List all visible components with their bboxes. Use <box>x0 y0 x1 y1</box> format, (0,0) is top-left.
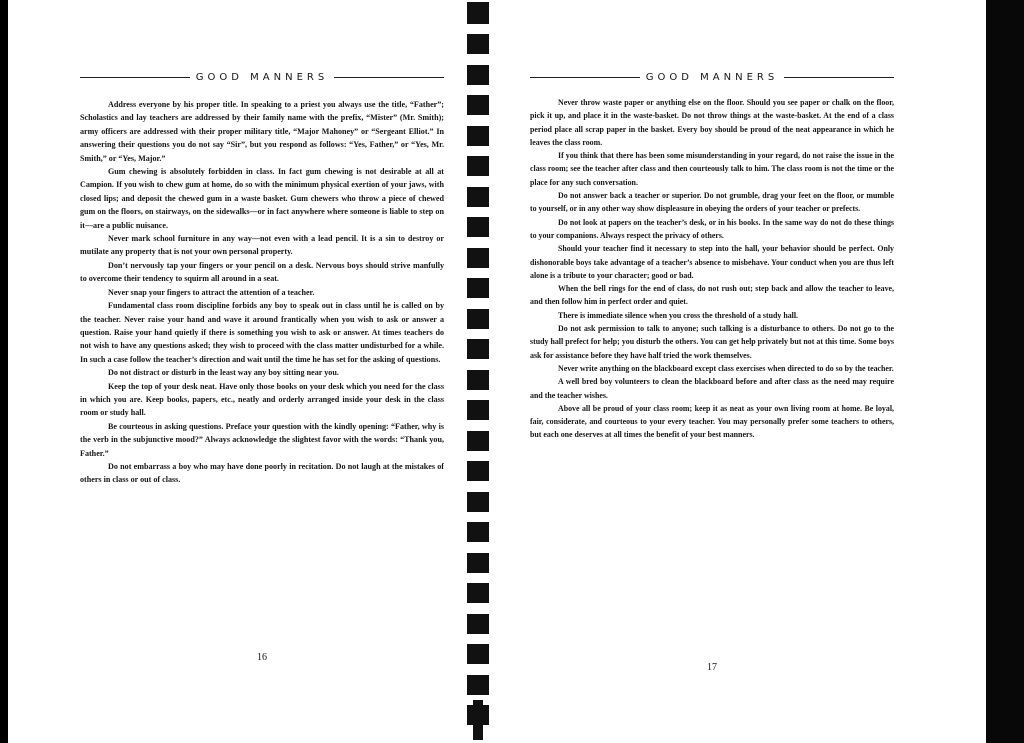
left-page-number: 16 <box>257 652 267 663</box>
right-paragraph: A well bred boy volunteers to clean the blackboard before and after class as the need may require and the teacher wishes. <box>530 377 894 400</box>
binding-ring <box>467 339 489 359</box>
left-paragraph: Don’t nervously tap your fingers or your pencil on a desk. Nervous boys should strive manfully to overcome their tendency to squirm all around in a seat. <box>80 260 444 284</box>
left-running-head <box>80 70 444 84</box>
left-paragraph: Never snap your fingers to attract the attention of a teacher. <box>108 287 315 297</box>
binding-ring <box>467 187 489 207</box>
right-page-number: 17 <box>707 662 717 673</box>
binding-ring <box>467 675 489 695</box>
right-paragraph: There is immediate silence when you cross the threshold of a study hall. <box>558 310 799 320</box>
right-paragraph: Should your teacher find it necessary to step into the hall, your behavior should be perfect. Only dishonorable boys take advantage of a teacher’s absence to misbehave. Your conduct when you are thus left alone is a tribute to your character; good or bad. <box>530 244 894 280</box>
scan-right-edge <box>986 0 1024 743</box>
left-paragraph: Keep the top of your desk neat. Have only those books on your desk which you need for the class in which you are. Keep books, papers, etc., neatly and orderly arranged inside your desk in the class room or study hall. <box>80 381 444 418</box>
binding-ring <box>467 553 489 573</box>
left-running-head-title: GOOD MANNERS <box>195 71 329 83</box>
binding-ring <box>467 309 489 329</box>
binding-ring <box>467 461 489 481</box>
binding-ring <box>467 583 489 603</box>
spiral-binding <box>467 0 489 743</box>
binding-ring <box>467 34 489 54</box>
binding-ring <box>467 522 489 542</box>
left-paragraph: Fundamental class room discipline forbids any boy to speak out in class until he is called on by the teacher. Never raise your hand and wave it around frantically when you wish to ask or answer a question. Raise your hand quietly if there is something you wish to ask or answer. At times teachers do not wish to have any questions asked; they wish to proceed with the class matter undisturbed for a while. In such a case follow the teacher’s direction and wait until the time he has set for the asking of questions. <box>80 301 444 364</box>
binding-ring <box>467 400 489 420</box>
left-paragraph: Address everyone by his proper title. In speaking to a priest you always use the title, “Father”; Scholastics and lay teachers are addressed by their family name with the prefix, “Mister” (Mr. Smith); army officers are addressed with their proper military title, “Major Mahoney” or “Sergeant Elliot.” In answering their questions you do not say “Sir”, but you respond as follows: “Yes, Father,” or “Yes, Mr. Smith,” or “Yes, Major.” <box>80 100 444 163</box>
binding-ring <box>467 217 489 237</box>
left-running-head-rule-left <box>80 77 190 78</box>
binding-ring <box>467 431 489 451</box>
binding-ring <box>467 644 489 664</box>
right-paragraph: Do not ask permission to talk to anyone; such talking is a disturbance to others. Do not go to the study hall prefect for help; you disturb the others. You can get help privately but not at this time. Some boys ask for assistance before they have half tried the work themselves. <box>530 324 894 360</box>
left-page <box>80 0 444 743</box>
left-paragraph: Never mark school furniture in any way—not even with a lead pencil. It is a sin to destroy or mutilate any property that is not your own personal property. <box>80 234 444 257</box>
right-paragraph: Do not look at papers on the teacher’s desk, or in his books. In the same way do not do these things to your companions. Always respect the privacy of others. <box>530 217 894 240</box>
right-paragraph: Never throw waste paper or anything else on the floor. Should you see paper or chalk on the floor, pick it up, and place it in the waste-basket. Do not throw things at the waste-basket. At the end of a class period place all scrap paper in the basket. Every boy should be proud of the neat appearance in which he leaves the class room. <box>530 98 894 147</box>
binding-ring <box>467 156 489 176</box>
left-page-body <box>80 98 444 487</box>
right-paragraph: If you think that there has been some misunderstanding in your regard, do not raise the issue in the class room; see the teacher after class and then courteously talk to him. The class room is not the time or the place for any such conversation. <box>530 151 894 187</box>
right-running-head-title: GOOD MANNERS <box>645 71 779 83</box>
binding-ring <box>467 614 489 634</box>
left-paragraph: Gum chewing is absolutely forbidden in class. In fact gum chewing is not desirable at all at Campion. If you wish to chew gum at home, do so with the minimum physical exertion of your jaws, with closed lips; and deposit the chewed gum in a waste basket. Gum chewers who throw a piece of chewed gum on the floors, on stairways, on the sidewalks—or in fact anywhere where someone is liable to step on it—are a public nuisance. <box>80 167 444 230</box>
binding-ring <box>467 65 489 85</box>
right-paragraph: Above all be proud of your class room; keep it as neat as your own living room at home. Be loyal, fair, considerate, and courteous to your every teacher. You may personally prefer some teachers to others, but each one deserves at all times the benefit of your best manners. <box>530 403 894 440</box>
left-paragraph: Be courteous in asking questions. Preface your question with the kindly opening: “Father, why is the verb in the subjunctive mood?” Always acknowledge the slightest favor with the words: “Thank you, Father.” <box>80 421 444 458</box>
binding-ring <box>467 492 489 512</box>
binding-ring <box>467 95 489 115</box>
right-paragraph: Never write anything on the blackboard except class exercises when directed to do so by the teacher. <box>558 363 894 373</box>
right-page-body <box>530 96 894 442</box>
binding-ring <box>467 370 489 390</box>
right-paragraph: When the bell rings for the end of class, do not rush out; step back and allow the teacher to leave, and then follow him in perfect order and quiet. <box>530 284 894 307</box>
right-running-head-rule-left <box>530 77 640 78</box>
right-paragraph: Do not answer back a teacher or superior. Do not grumble, drag your feet on the floor, or mumble to yourself, or in any other way show displeasure in obeying the orders of your teacher or prefects. <box>530 191 894 214</box>
left-running-head-rule-right <box>334 77 444 78</box>
binding-ring <box>467 248 489 268</box>
binding-ring <box>467 126 489 146</box>
scan-left-margin <box>0 0 8 743</box>
binding-ring <box>467 278 489 298</box>
right-running-head <box>530 70 894 84</box>
left-paragraph: Do not distract or disturb in the least way any boy sitting near you. <box>108 368 339 378</box>
binding-ring <box>473 700 483 740</box>
right-running-head-rule-right <box>784 77 894 78</box>
right-page <box>530 0 894 743</box>
binding-ring <box>467 2 489 24</box>
left-paragraph: Do not embarrass a boy who may have done poorly in recitation. Do not laugh at the mistakes of others in class or out of class. <box>80 461 444 485</box>
